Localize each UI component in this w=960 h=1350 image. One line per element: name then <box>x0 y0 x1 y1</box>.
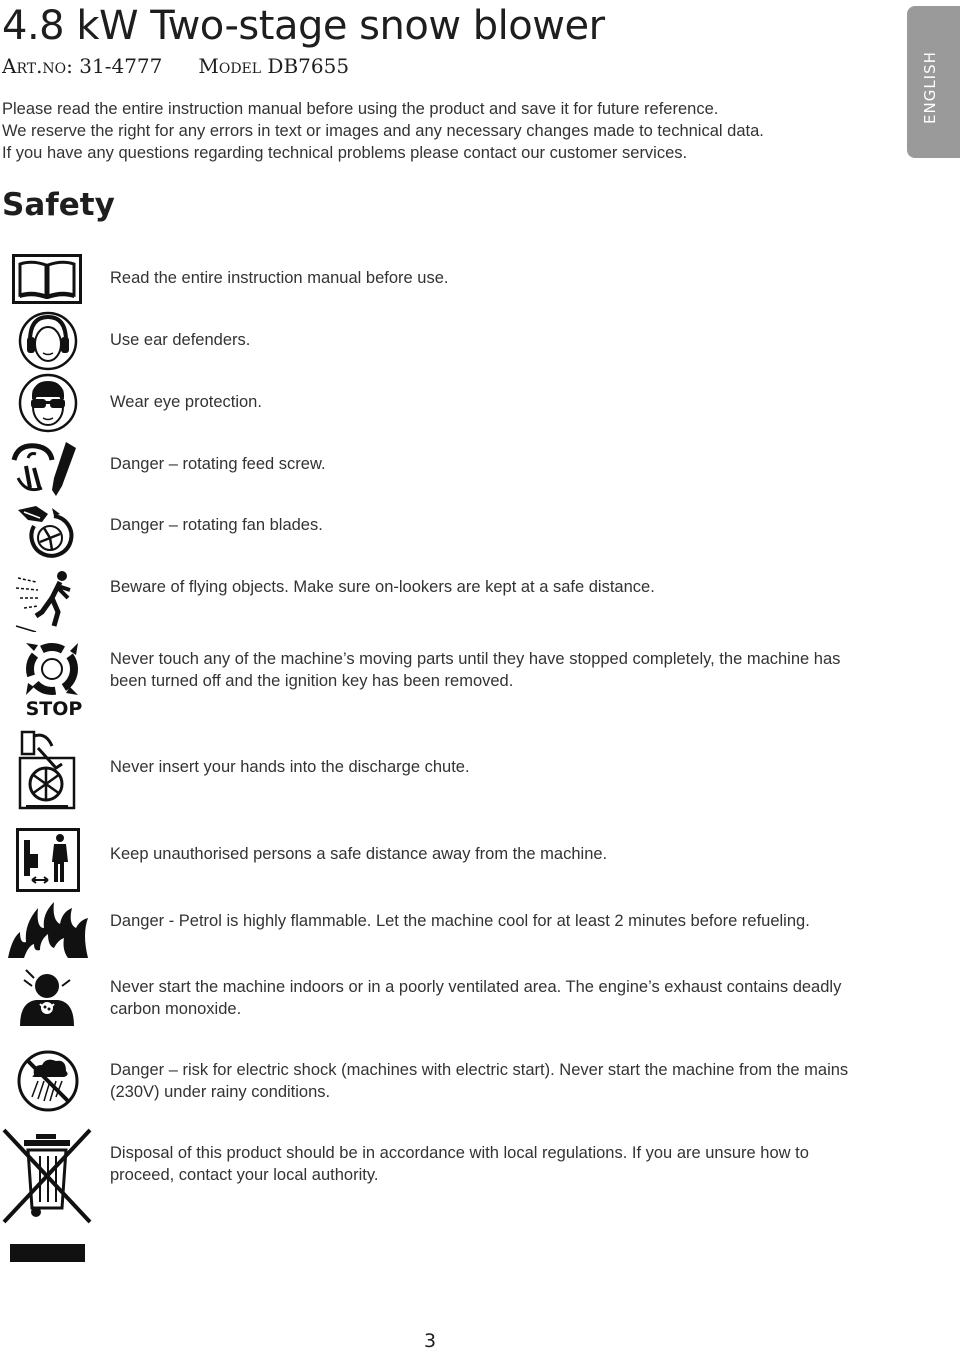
manual-book-icon <box>12 254 82 304</box>
language-tab-label: ENGLISH <box>921 51 939 124</box>
intro-text <box>2 98 882 164</box>
model-number: Model DB7655 <box>198 54 350 78</box>
flying-objects-icon <box>14 568 80 632</box>
safety-item-text: Danger – rotating feed screw. <box>110 455 326 473</box>
stop-label: STOP <box>25 698 83 719</box>
stop-moving-parts-icon <box>20 637 88 719</box>
carbon-monoxide-icon <box>14 966 80 1028</box>
weee-bar <box>10 1244 85 1262</box>
intro-line: Please read the entire instruction manual before using the product and save it for future reference. <box>2 100 719 118</box>
page-number: 3 <box>423 1330 437 1350</box>
fan-blades-icon <box>14 502 78 562</box>
crossed-bin-icon <box>2 1128 94 1224</box>
language-tab <box>907 6 960 158</box>
discharge-chute-icon <box>16 728 78 812</box>
safety-item-text: Wear eye protection. <box>110 393 262 411</box>
flammable-icon <box>6 898 90 960</box>
safety-item-text: Danger – risk for electric shock (machines with electric start). Never start the machine from the mains (230V) under rainy conditions. <box>110 1061 849 1101</box>
safe-distance-icon <box>16 828 80 892</box>
safety-item-text: Beware of flying objects. Make sure on-lookers are kept at a safe distance. <box>110 578 655 596</box>
safety-item-text: Use ear defenders. <box>110 331 251 349</box>
ear-defenders-icon <box>18 311 78 371</box>
safety-item-text: Danger – rotating fan blades. <box>110 516 323 534</box>
section-title: Safety <box>2 187 115 223</box>
subtitle <box>2 53 349 79</box>
feed-screw-icon <box>8 438 80 500</box>
safety-item-text: Read the entire instruction manual before use. <box>110 269 449 287</box>
intro-line: We reserve the right for any errors in text or images and any necessary changes made to technical data. <box>2 122 764 140</box>
intro-line: If you have any questions regarding technical problems please contact our customer services. <box>2 144 688 162</box>
page-title: 4.8 kW Two-stage snow blower <box>2 3 605 49</box>
safety-item-text: Disposal of this product should be in accordance with local regulations. If you are unsure how to proceed, contact your local authority. <box>110 1144 809 1184</box>
no-rain-icon <box>16 1049 80 1113</box>
safety-item-text: Never start the machine indoors or in a poorly ventilated area. The engine’s exhaust contains deadly carbon monoxide. <box>110 978 842 1018</box>
safety-item-text: Never insert your hands into the discharge chute. <box>110 758 470 776</box>
art-number: Art.no: 31-4777 <box>2 54 163 78</box>
safety-item-text: Never touch any of the machine’s moving parts until they have stopped completely, the machine has been turned off and the ignition key has been removed. <box>110 650 841 690</box>
safety-item-text: Keep unauthorised persons a safe distance away from the machine. <box>110 845 608 863</box>
eye-protection-icon <box>18 373 78 433</box>
safety-item-text: Danger - Petrol is highly flammable. Let the machine cool for at least 2 minutes before refueling. <box>110 912 810 930</box>
